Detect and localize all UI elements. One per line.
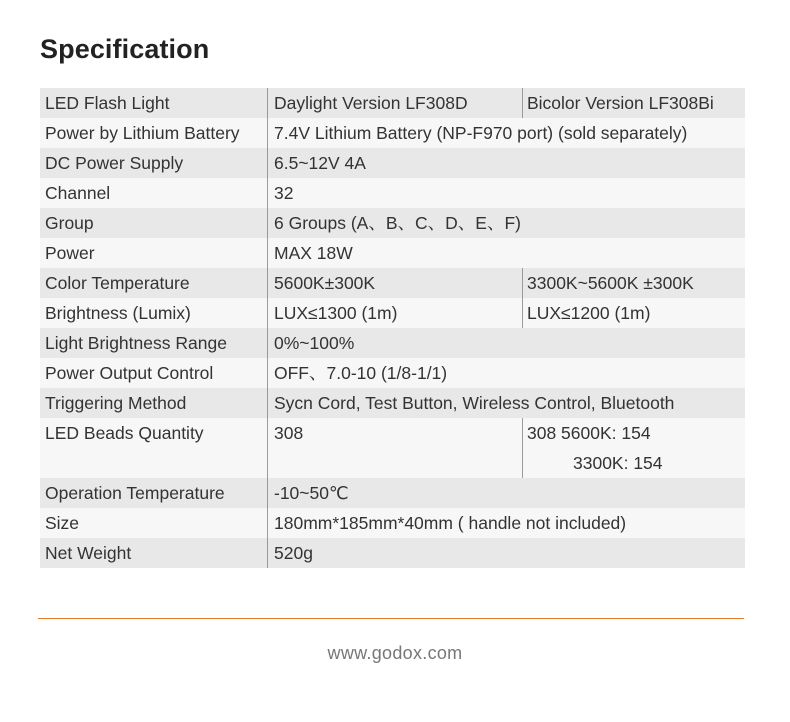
spec-value: 520g: [274, 543, 313, 563]
spec-value: 5600K±300K: [274, 273, 376, 293]
column-divider: [267, 418, 268, 478]
column-divider: [267, 88, 268, 118]
column-divider: [267, 508, 268, 538]
spec-value: 32: [274, 183, 294, 203]
spec-label: Light Brightness Range: [45, 333, 227, 353]
spec-value: Daylight Version LF308D: [274, 93, 468, 113]
spec-value: 6.5~12V 4A: [274, 153, 366, 173]
spec-label: Group: [45, 213, 94, 233]
column-divider: [267, 178, 268, 208]
spec-row-size: [40, 508, 745, 538]
column-divider: [267, 268, 268, 298]
spec-row-channel: [40, 178, 745, 208]
column-divider: [267, 478, 268, 508]
spec-label: LED Flash Light: [45, 93, 170, 113]
column-divider: [267, 358, 268, 388]
spec-label: Power: [45, 243, 95, 263]
spec-value-secondary-line2: 3300K: 154: [573, 453, 663, 473]
column-divider: [267, 118, 268, 148]
spec-row-battery: [40, 118, 745, 148]
spec-row-dc-power: [40, 148, 745, 178]
spec-row-net-weight: [40, 538, 745, 568]
spec-value: MAX 18W: [274, 243, 353, 263]
spec-value-secondary: 308 5600K: 154: [527, 423, 651, 443]
spec-value: OFF、7.0-10 (1/8-1/1): [274, 363, 448, 383]
spec-row-led-beads: [40, 418, 745, 478]
column-divider: [267, 148, 268, 178]
spec-row-power: [40, 238, 745, 268]
spec-value: LUX≤1300 (1m): [274, 303, 398, 323]
spec-row-brightness: [40, 298, 745, 328]
spec-value: -10~50℃: [274, 483, 349, 503]
column-divider: [267, 208, 268, 238]
column-divider: [522, 268, 523, 298]
spec-value: Sycn Cord, Test Button, Wireless Control, Bluetooth: [274, 393, 675, 413]
spec-row-color-temperature: [40, 268, 745, 298]
spec-value: 0%~100%: [274, 333, 355, 353]
spec-label: Net Weight: [45, 543, 132, 563]
spec-label: Color Temperature: [45, 273, 190, 293]
column-divider: [522, 418, 523, 478]
column-divider: [267, 388, 268, 418]
spec-label: Power by Lithium Battery: [45, 123, 240, 143]
spec-label: Brightness (Lumix): [45, 303, 191, 323]
spec-value: 180mm*185mm*40mm ( handle not included): [274, 513, 627, 533]
spec-row-led-flash-light: [40, 88, 745, 118]
spec-row-operation-temperature: [40, 478, 745, 508]
spec-table: [40, 88, 745, 568]
spec-value-secondary: Bicolor Version LF308Bi: [527, 93, 714, 113]
spec-label: Operation Temperature: [45, 483, 225, 503]
column-divider: [267, 328, 268, 358]
column-divider: [267, 538, 268, 568]
spec-label: LED Beads Quantity: [45, 423, 204, 443]
page-title: Specification: [40, 34, 210, 64]
spec-label: Triggering Method: [45, 393, 187, 413]
spec-value: 6 Groups (A、B、C、D、E、F): [274, 213, 521, 233]
spec-label: Power Output Control: [45, 363, 214, 383]
column-divider: [267, 298, 268, 328]
spec-label: Channel: [45, 183, 111, 203]
spec-row-group: [40, 208, 745, 238]
spec-value-secondary: 3300K~5600K ±300K: [527, 273, 694, 293]
spec-row-triggering: [40, 388, 745, 418]
spec-row-power-output: [40, 358, 745, 388]
spec-value-secondary: LUX≤1200 (1m): [527, 303, 651, 323]
spec-label: Size: [45, 513, 80, 533]
spec-value: 308: [274, 423, 304, 443]
spec-label: DC Power Supply: [45, 153, 184, 173]
column-divider: [267, 238, 268, 268]
column-divider: [522, 298, 523, 328]
footer-divider: [38, 618, 744, 619]
website-link[interactable]: www.godox.com: [327, 643, 463, 663]
column-divider: [522, 88, 523, 118]
spec-value: 7.4V Lithium Battery (NP-F970 port) (sold separately): [274, 123, 688, 143]
spec-row-brightness-range: [40, 328, 745, 358]
